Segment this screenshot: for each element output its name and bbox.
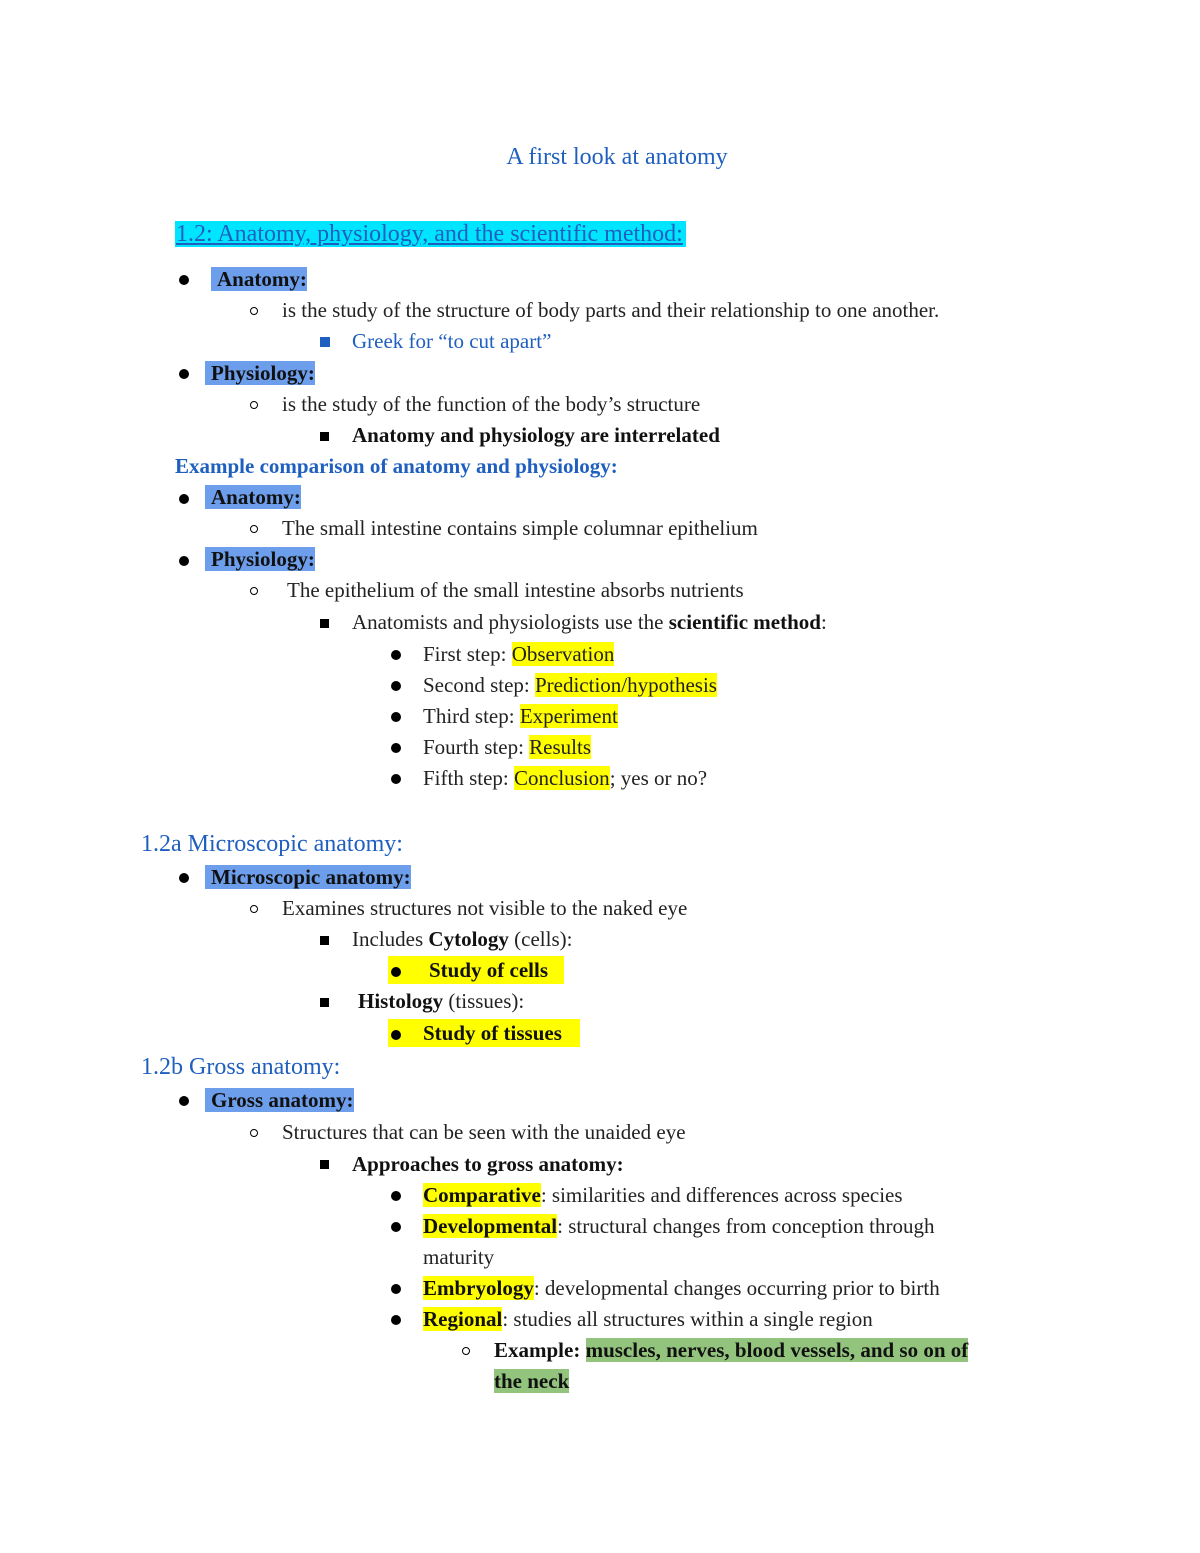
bullet-dot-icon [391,712,401,722]
microscopic-definition: Examines structures not visible to the naked eye [282,896,688,920]
approach-item [423,1181,903,1209]
approach-text: : structural changes from conception through [557,1214,935,1238]
gross-label: Gross anatomy: [205,1088,354,1112]
example-heading: Example comparison of anatomy and physiology: [175,454,618,478]
histology-suffix: (tissues): [443,989,525,1013]
step-prefix: Second step: [423,673,535,697]
step-highlight: Experiment [519,704,618,728]
gross-definition: Structures that can be seen with the unaided eye [282,1120,686,1144]
example-label: Example: [494,1338,586,1362]
bullet-ring-icon [250,307,258,315]
example-highlight: muscles, nerves, blood vessels, and so on of [585,1338,969,1362]
example-line [494,1336,968,1364]
anatomy-label-line [211,265,307,293]
approach-text: : similarities and differences across species [540,1183,903,1207]
greek-note: Greek for “to cut apart” [352,329,552,353]
step-highlight: Results [529,735,592,759]
microscopic-label-line [205,863,411,891]
approach-term: Embryology [423,1276,534,1300]
example-highlight: the neck [494,1369,570,1393]
scientific-method-term: scientific method [668,610,821,634]
step-prefix: Fifth step: [423,766,515,790]
bullet-square-icon [320,619,329,628]
bullet-dot-icon [391,1222,401,1232]
approach-term: Developmental [423,1214,558,1238]
bullet-dot-icon [391,743,401,753]
study-of-tissues: Study of tissues [423,1021,562,1045]
bullet-dot-icon [179,275,189,285]
step-prefix: First step: [423,642,512,666]
approach-term: Regional [423,1307,503,1331]
bullet-ring-icon [250,401,258,409]
bullet-square-icon [320,998,329,1007]
bullet-dot-icon [179,494,189,504]
bullet-dot-icon [391,1191,401,1201]
bullet-ring-icon [250,905,258,913]
example-anatomy-label: Anatomy: [205,485,301,509]
step-item [423,764,707,792]
step-prefix: Third step: [423,704,520,728]
approach-term: Comparative [423,1183,541,1207]
bullet-square-icon [320,1160,329,1169]
page-title: A first look at anatomy [506,144,728,170]
example-physiology-label: Physiology: [205,547,315,571]
step-highlight: Conclusion [514,766,610,790]
bullet-square-icon [320,936,329,945]
physiology-label: Physiology: [205,361,315,385]
cytology-term: Cytology [428,927,509,951]
approach-item [423,1212,934,1240]
step-highlight: Prediction/hypothesis [534,673,717,697]
step-item [423,671,717,699]
bullet-dot-icon [391,774,401,784]
step-item [423,733,591,761]
section-heading-1-2 [175,220,686,248]
bullet-dot-icon [391,967,401,977]
approach-item-continuation: maturity [423,1245,495,1269]
bullet-dot-icon [179,1096,189,1106]
example-line-continuation [494,1367,569,1395]
cytology-line [352,925,572,953]
physiology-label-line [205,359,315,387]
bullet-dot-icon [179,369,189,379]
step-highlight: Observation [511,642,615,666]
bullet-ring-icon [250,525,258,533]
step-suffix: ; yes or no? [609,766,708,790]
microscopic-label: Microscopic anatomy: [205,865,411,889]
bullet-square-icon [320,432,329,441]
example-anatomy-text: The small intestine contains simple columnar epithelium [282,516,758,540]
scientific-method-line [352,608,827,636]
section-heading-1-2a: 1.2a Microscopic anatomy: [141,831,403,857]
example-physiology-text: The epithelium of the small intestine absorbs nutrients [287,578,744,602]
approach-item [423,1305,873,1333]
bullet-dot-icon [391,681,401,691]
interrelated-note: Anatomy and physiology are interrelated [352,423,720,447]
approach-text: : developmental changes occurring prior to birth [533,1276,940,1300]
bullet-dot-icon [391,1030,401,1040]
example-physiology-label-line [205,545,315,573]
section-heading-1-2b: 1.2b Gross anatomy: [141,1054,341,1080]
bullet-square-icon [320,337,330,347]
section-heading-text: 1.2: Anatomy, physiology, and the scientific method: [175,221,686,247]
bullet-ring-icon [250,1129,258,1137]
bullet-ring-icon [462,1347,470,1355]
bullet-dot-icon [391,1284,401,1294]
example-anatomy-label-line [205,483,301,511]
approach-item [423,1274,940,1302]
histology-term: Histology [358,989,444,1013]
bullet-ring-icon [250,587,258,595]
gross-label-line [205,1086,354,1114]
approaches-heading: Approaches to gross anatomy: [352,1152,624,1176]
step-prefix: Fourth step: [423,735,530,759]
bullet-dot-icon [391,1315,401,1325]
cytology-suffix: (cells): [508,927,573,951]
bullet-dot-icon [391,650,401,660]
physiology-definition: is the study of the function of the body’s structure [282,392,701,416]
histology-line [358,987,524,1015]
scientific-method-prefix: Anatomists and physiologists use the [352,610,669,634]
approach-text: : studies all structures within a single region [502,1307,873,1331]
bullet-dot-icon [179,556,189,566]
anatomy-label: Anatomy: [211,267,307,291]
cytology-prefix: Includes [352,927,429,951]
step-item [423,640,614,668]
step-item [423,702,618,730]
scientific-method-suffix: : [820,610,827,634]
anatomy-definition: is the study of the structure of body parts and their relationship to one another. [282,298,940,322]
bullet-dot-icon [179,873,189,883]
study-of-cells: Study of cells [429,958,549,982]
